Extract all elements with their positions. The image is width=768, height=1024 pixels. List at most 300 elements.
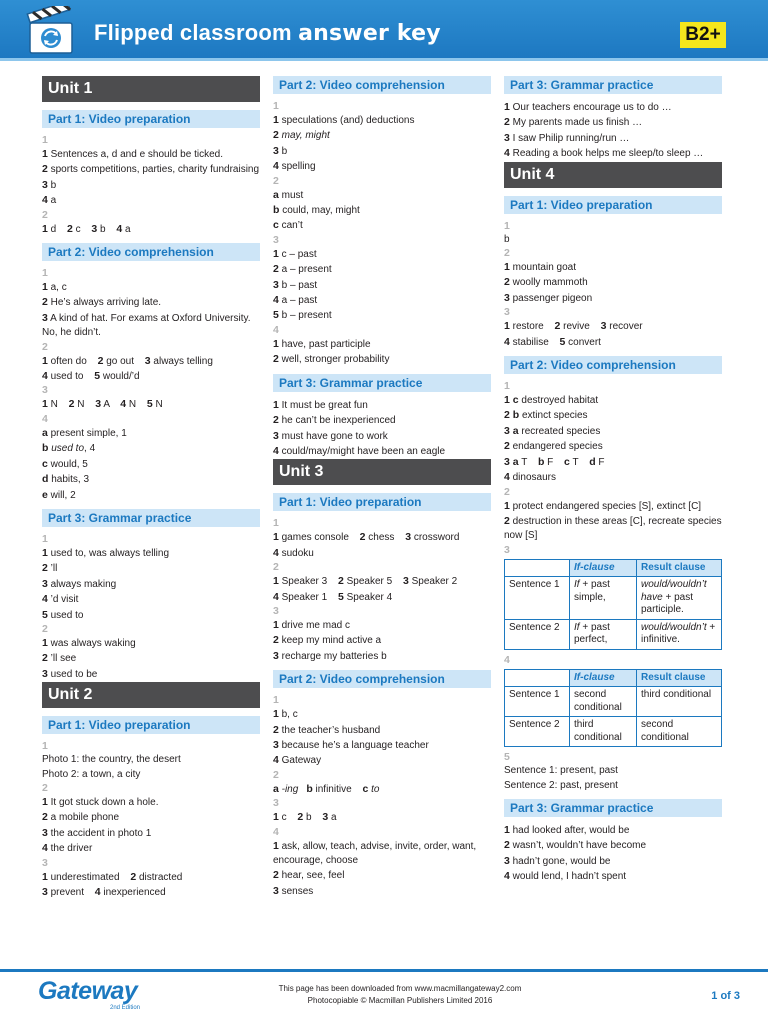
table-cell — [637, 619, 722, 649]
answer-text: ask, allow, teach, advise, invite, order, want, encourage, choose — [273, 840, 477, 866]
item-number: 1 — [504, 261, 510, 274]
item-number: 2 — [273, 263, 279, 276]
item-number: 3 — [504, 854, 510, 867]
answer-text: Our teachers encourage us to do … — [512, 102, 672, 113]
answer-line — [42, 193, 260, 208]
answer-text: N — [155, 399, 163, 411]
page-number: 1 of 3 — [711, 990, 740, 1002]
answer-line — [504, 131, 722, 146]
header-bar — [0, 0, 768, 58]
part-heading: Part 1: Video preparation — [273, 493, 491, 511]
item-number: 1 — [273, 531, 279, 544]
item-number: 2 — [359, 531, 366, 544]
answer-line — [42, 608, 260, 623]
answer-line — [42, 472, 260, 487]
title-answer-key: answer key — [298, 21, 441, 46]
answer-text: c – past — [281, 248, 317, 260]
table-header-cell: If-clause — [570, 559, 637, 577]
part-heading: Part 2: Video comprehension — [42, 243, 260, 261]
answer-line — [42, 577, 260, 592]
answer-text: b — [281, 145, 288, 157]
item-number: 3 — [273, 144, 279, 157]
answer-text: keep my mind active a — [281, 635, 382, 647]
answer-text: b — [504, 233, 510, 245]
item-number: 1 — [273, 575, 279, 588]
answer-text: ’ll see — [50, 653, 77, 665]
part-heading: Part 2: Video comprehension — [273, 76, 491, 94]
answer-line — [504, 146, 722, 161]
answer-text: third conditional — [641, 689, 712, 701]
answer-text: N — [77, 399, 85, 411]
answer-line — [273, 753, 491, 768]
answer-text: the accident in photo 1 — [50, 827, 152, 839]
item-number: 2 — [273, 129, 279, 142]
unit-heading: Unit 1 — [42, 76, 260, 102]
italic-text: may, might — [281, 130, 330, 142]
item-number: 4 — [273, 546, 279, 559]
item-number: 2 — [97, 354, 104, 367]
answer-text: ’ll — [50, 563, 58, 575]
answer-text: woolly mammoth — [512, 277, 588, 289]
italic-text: used to — [51, 443, 85, 455]
answer-text: mountain goat — [512, 262, 577, 274]
answer-line — [42, 636, 260, 651]
answer-line — [273, 144, 491, 159]
table-header-cell: Result clause — [637, 669, 722, 687]
answer-text: infinitive — [315, 783, 352, 795]
item-number: 4 — [42, 370, 48, 383]
answer-text: passenger pigeon — [512, 292, 593, 304]
copyright-notice: Photocopiable © Macmillan Publishers Limited 2016 — [307, 996, 493, 1005]
table-row — [505, 687, 722, 717]
item-number: 3 — [273, 429, 279, 442]
answer-text: must — [281, 189, 304, 201]
exercise-number: 2 — [42, 208, 48, 221]
italic-text: would/wouldn’t have — [641, 579, 707, 603]
answer-text: recover — [609, 321, 643, 333]
item-number: 2 — [273, 723, 279, 736]
answer-text: dinosaurs — [512, 472, 556, 484]
item-number: 3 — [42, 577, 48, 590]
answer-text: Photo 1: the country, the desert — [42, 754, 181, 766]
answer-text: A kind of hat. For exams at Oxford University. No, he didn’t. — [42, 312, 251, 339]
answer-line — [504, 100, 722, 115]
item-number: 1 — [504, 101, 510, 113]
answer-line — [42, 546, 260, 561]
item-number: 4 — [273, 444, 279, 457]
item-number: a — [273, 782, 279, 795]
answer-line — [504, 115, 722, 130]
answer-text: b – present — [281, 310, 332, 322]
part-heading: Part 1: Video preparation — [42, 716, 260, 734]
exercise-number: 2 — [42, 781, 48, 794]
answer-text: could, may, might — [282, 205, 360, 217]
answer-line — [42, 841, 260, 856]
answer-line — [504, 823, 722, 838]
answer-line — [504, 499, 722, 514]
item-number: 4 — [94, 886, 101, 898]
answer-line — [504, 764, 722, 778]
item-number: 2 — [130, 870, 137, 883]
answer-line — [42, 885, 260, 900]
answer-text: games console — [281, 532, 349, 544]
answer-line — [42, 826, 260, 841]
answer-line — [504, 439, 722, 454]
table-header-cell — [505, 559, 570, 577]
item-number: 4 — [273, 754, 279, 767]
item-number: b — [537, 455, 545, 468]
answer-text: b – past — [281, 279, 318, 291]
answer-text: a, c — [50, 282, 67, 294]
item-number: 3 — [42, 311, 48, 324]
answer-line — [273, 262, 491, 277]
answer-line — [273, 218, 491, 233]
answer-line — [273, 293, 491, 308]
table-cell — [505, 687, 570, 717]
answer-text: T — [521, 456, 528, 468]
exercise-number: 2 — [273, 174, 279, 187]
answer-line — [504, 233, 722, 247]
answer-line — [273, 530, 491, 545]
answer-text: Speaker 2 — [411, 576, 458, 588]
unit-heading: Unit 4 — [504, 162, 722, 188]
answer-text: b, c — [281, 709, 298, 721]
answer-line — [42, 295, 260, 310]
answer-line — [273, 868, 491, 883]
column-3 — [504, 76, 722, 885]
answer-text: because he’s a language teacher — [281, 739, 429, 751]
answer-line — [504, 393, 722, 408]
answer-line — [504, 869, 722, 884]
answer-line — [273, 723, 491, 738]
answer-text: Sentence 1 — [509, 579, 560, 591]
level-badge: B2+ — [680, 22, 726, 48]
answer-line — [273, 707, 491, 722]
exercise-number: 3 — [42, 384, 48, 397]
item-number: b — [273, 204, 280, 217]
item-number: 1 — [42, 795, 48, 808]
exercise-number: 1 — [273, 517, 279, 530]
exercise-number: 2 — [273, 561, 279, 574]
item-number: 4 — [116, 222, 123, 235]
answer-text: recreated species — [521, 425, 601, 437]
answer-line — [273, 782, 491, 797]
item-number: 1 — [42, 281, 48, 294]
table-header-cell: Result clause — [637, 559, 722, 577]
exercise-number: 4 — [273, 825, 279, 838]
table-cell — [570, 687, 637, 717]
answer-text: underestimated — [50, 871, 120, 883]
italic-text: to — [371, 783, 380, 795]
answer-text: + past perfect, — [574, 621, 610, 646]
item-number: 3 — [600, 320, 607, 333]
item-number: 1 — [42, 546, 48, 559]
exercise-number: 1 — [42, 134, 48, 146]
answer-text: used to, was always telling — [50, 547, 170, 559]
answer-text: have, past participle — [281, 338, 371, 350]
item-number: 3 — [42, 667, 48, 680]
answer-line — [504, 335, 722, 350]
answer-line — [42, 222, 260, 237]
answer-text: always telling — [153, 355, 213, 367]
table-row — [505, 717, 722, 747]
answer-text: a – past — [281, 295, 318, 307]
item-number: 3 — [273, 738, 279, 751]
item-number: b — [306, 782, 313, 795]
exercise-number: 1 — [504, 380, 510, 393]
table-cell — [570, 717, 637, 747]
answer-text: used to — [50, 609, 84, 621]
answer-line — [42, 178, 260, 193]
item-number: d — [589, 455, 596, 468]
answer-text: recharge my batteries b — [281, 650, 387, 662]
item-number: 3 — [405, 531, 412, 544]
answer-text: a — [331, 812, 337, 824]
answer-text: A — [103, 399, 110, 411]
item-number: 2 — [504, 116, 510, 129]
exercise-number: 4 — [273, 323, 279, 336]
item-number: c — [273, 219, 279, 232]
logo-text: Gateway — [38, 977, 138, 1005]
answer-line — [273, 308, 491, 323]
exercise-number: 3 — [273, 604, 279, 617]
answer-line — [42, 457, 260, 472]
answer-text: stabilise — [512, 336, 549, 348]
item-number: 1 — [42, 354, 48, 367]
table-row — [505, 619, 722, 649]
footer-divider — [0, 969, 768, 972]
part-heading: Part 1: Video preparation — [42, 110, 260, 128]
item-number: 5 — [94, 370, 101, 383]
answer-line — [504, 838, 722, 853]
item-number: 2 — [273, 414, 279, 427]
answer-line — [273, 337, 491, 352]
unit-heading: Unit 3 — [273, 459, 491, 485]
item-number: 5 — [146, 398, 153, 411]
part-heading: Part 2: Video comprehension — [273, 670, 491, 688]
item-number: 4 — [504, 335, 510, 348]
grammar-table — [504, 669, 722, 748]
part-heading: Part 2: Video comprehension — [504, 356, 722, 374]
answer-text: endangered species — [512, 441, 603, 453]
answer-line — [273, 413, 491, 428]
exercise-number: 3 — [42, 856, 48, 869]
answer-text: extinct species — [521, 410, 588, 422]
item-number: 3 a — [504, 424, 519, 437]
answer-text: Sentence 1: present, past — [504, 765, 618, 777]
item-number: 2 — [504, 440, 510, 453]
item-number: 4 — [42, 593, 48, 606]
answer-line — [273, 590, 491, 605]
item-number: 1 — [42, 636, 48, 649]
answer-text: a — [50, 195, 57, 207]
item-number: 2 — [273, 634, 279, 647]
item-number: 1 — [504, 499, 510, 512]
exercise-number: 1 — [504, 219, 510, 232]
answer-line — [42, 870, 260, 885]
answer-line — [42, 162, 260, 177]
answer-text: a mobile phone — [50, 812, 120, 824]
answer-line — [504, 514, 722, 544]
answer-line — [504, 854, 722, 869]
answer-line — [42, 147, 260, 162]
item-number: 3 — [403, 575, 409, 588]
answer-line — [42, 280, 260, 295]
answer-line — [42, 592, 260, 607]
answer-line — [273, 884, 491, 899]
item-number: 3 — [42, 886, 48, 898]
table-header-cell: If-clause — [570, 669, 637, 687]
table-header-cell — [505, 669, 570, 687]
answer-text: I saw Philip running/run … — [512, 132, 630, 144]
item-number: 3 — [273, 278, 279, 291]
answer-line — [273, 278, 491, 293]
item-number: 2 — [68, 398, 75, 411]
exercise-number: 4 — [42, 412, 48, 425]
answer-text: would/’d — [102, 371, 140, 383]
item-number: a — [42, 426, 48, 439]
answer-text: destroyed habitat — [521, 395, 599, 407]
page-title — [94, 20, 441, 46]
item-number: 2 — [504, 276, 510, 289]
answer-text: hadn’t gone, would be — [512, 855, 611, 867]
answer-text: Sentence 2 — [509, 621, 560, 633]
answer-line — [273, 159, 491, 174]
item-number: 2 — [42, 652, 48, 665]
item-number: 4 — [273, 294, 279, 307]
italic-text: -ing — [281, 783, 299, 795]
table-cell — [570, 577, 637, 620]
answer-text: Gateway — [281, 755, 322, 767]
answer-line — [504, 408, 722, 423]
answer-text: prevent — [50, 887, 84, 898]
item-number: c — [362, 782, 369, 795]
answer-line — [273, 649, 491, 664]
answer-line — [273, 444, 491, 459]
unit-heading: Unit 2 — [42, 682, 260, 708]
answer-line — [273, 810, 491, 825]
answer-text: + past simple, — [574, 579, 610, 603]
item-number: 1 — [273, 398, 279, 411]
item-number: 3 — [91, 222, 98, 235]
answer-text: Reading a book helps me sleep/to sleep … — [512, 148, 704, 160]
answer-text: distracted — [138, 871, 183, 883]
item-number: 1 — [273, 811, 279, 824]
item-number: 4 — [42, 194, 48, 207]
answer-text: can’t — [281, 220, 303, 232]
answer-text: destruction in these areas [C], recreate species now [S] — [504, 515, 722, 542]
answer-text: c — [281, 812, 287, 824]
answer-line — [273, 546, 491, 561]
item-number: 2 — [273, 869, 279, 882]
answer-text: b — [306, 812, 312, 824]
italic-text: If — [574, 621, 580, 633]
exercise-number: 1 — [42, 267, 48, 280]
answer-line — [42, 369, 260, 384]
answer-text: It got stuck down a hole. — [50, 796, 159, 808]
table-cell — [505, 577, 570, 620]
answer-line — [273, 113, 491, 128]
answer-line — [504, 291, 722, 306]
item-number: 1 — [273, 247, 279, 260]
answer-text: + infinitive. — [641, 621, 716, 646]
answer-text: Sentences a, d and e should be ticked. — [50, 149, 223, 160]
item-number: 4 — [273, 590, 279, 603]
answer-text: sudoku — [281, 547, 314, 559]
table-cell — [570, 619, 637, 649]
answer-text: must have gone to work — [281, 430, 388, 442]
answer-text: T — [572, 456, 579, 468]
exercise-number: 1 — [42, 740, 48, 753]
answer-text: crossword — [413, 532, 460, 544]
item-number: 2 — [297, 811, 304, 824]
item-number: 3 — [42, 178, 48, 191]
answer-text: N — [50, 399, 58, 411]
exercise-number: 4 — [504, 653, 510, 666]
answer-line — [504, 470, 722, 485]
answer-line — [42, 397, 260, 412]
item-number: 2 — [66, 222, 73, 235]
answer-line — [273, 352, 491, 367]
answer-text: N — [128, 399, 137, 411]
exercise-number: 5 — [504, 751, 510, 764]
answer-line — [273, 574, 491, 589]
answer-line — [273, 188, 491, 203]
exercise-number: 3 — [273, 233, 279, 246]
item-number: 1 — [42, 870, 48, 883]
item-number: 4 — [504, 870, 510, 883]
item-number: 4 — [504, 471, 510, 484]
answer-line — [42, 441, 260, 456]
answer-text: drive me mad c — [281, 619, 350, 631]
part-heading: Part 3: Grammar practice — [273, 374, 491, 392]
answer-line — [504, 260, 722, 275]
answer-line — [504, 455, 722, 470]
answer-text: b — [100, 223, 106, 235]
answer-text: Speaker 3 — [281, 576, 328, 588]
exercise-number: 2 — [42, 622, 48, 635]
item-number: 4 — [42, 842, 48, 855]
answer-text: , 4 — [84, 443, 96, 455]
answer-text: ’d visit — [50, 594, 79, 606]
item-number: 1 — [273, 114, 279, 126]
answer-text: Speaker 5 — [346, 576, 393, 588]
answer-text: spelling — [281, 161, 316, 173]
item-number: 4 — [273, 160, 279, 173]
answer-text: Speaker 4 — [346, 591, 393, 603]
answer-text: wasn’t, wouldn’t have become — [512, 840, 647, 852]
item-number: 2 — [338, 575, 344, 588]
answer-text: well, stronger probability — [281, 354, 390, 366]
answer-line — [504, 779, 722, 793]
item-number: c — [42, 457, 48, 470]
answer-text: second conditional — [641, 719, 689, 743]
item-number: 1 — [273, 839, 279, 852]
answer-text: second conditional — [574, 689, 622, 713]
answer-line — [42, 768, 260, 782]
item-number: 1 c — [504, 394, 519, 407]
answer-line — [273, 429, 491, 444]
item-number: 3 a — [504, 455, 519, 468]
answer-text: habits, 3 — [51, 474, 90, 486]
answer-line — [42, 488, 260, 503]
answer-text: will, 2 — [50, 489, 76, 501]
answer-line — [273, 618, 491, 633]
exercise-number: 1 — [273, 694, 279, 707]
footer-notice — [200, 983, 600, 1007]
exercise-number: 2 — [504, 485, 510, 498]
answer-text: used to — [50, 371, 84, 383]
